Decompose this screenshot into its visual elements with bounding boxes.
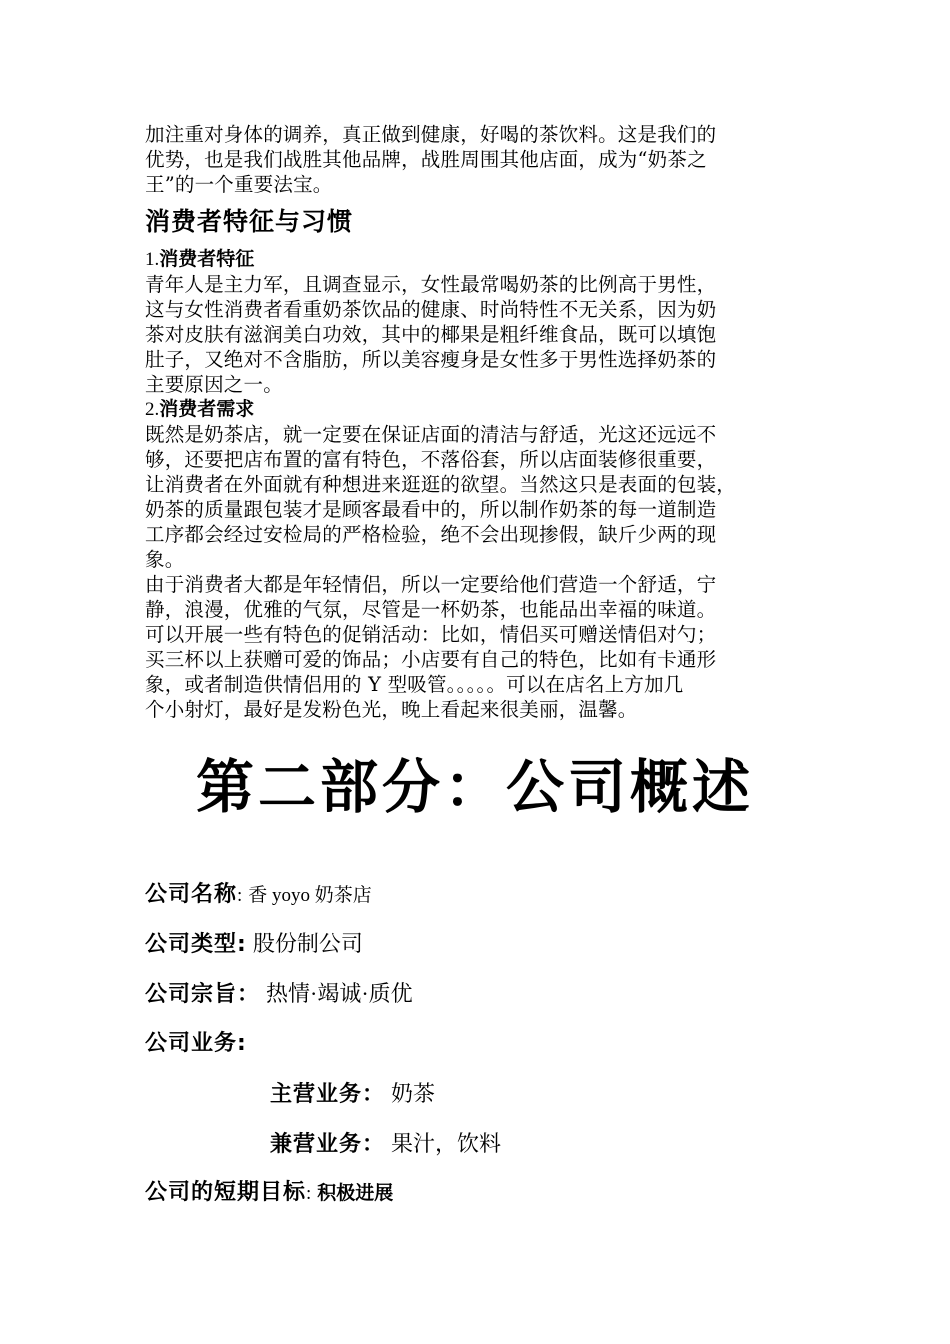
- paragraph-line: 既然是奶茶店，就一定要在保证店面的清洁与舒适，光这还远远不: [145, 423, 717, 446]
- paragraph-line: 买三杯以上获赠可爱的饰品；小店要有自己的特色，比如有卡通形: [145, 648, 717, 671]
- field-value: 积极进展: [317, 1182, 394, 1204]
- field-label: 公司的短期目标: [145, 1180, 307, 1205]
- paragraph-line: 象。: [145, 548, 185, 571]
- field-value: 股份制公司: [252, 931, 363, 956]
- field-label: 公司宗旨：: [145, 982, 261, 1007]
- intro-line: 加注重对身体的调养，真正做到健康，好喝的茶饮料。这是我们的: [145, 123, 717, 146]
- company-type-field: [145, 929, 363, 960]
- field-separator: :: [306, 1183, 312, 1204]
- field-value: 香 yoyo 奶茶店: [248, 885, 372, 906]
- company-business-field: [145, 1029, 247, 1059]
- paragraph-line: 够，还要把店布置的富有特色，不落俗套，所以店面装修很重要，: [145, 448, 717, 471]
- numbered-heading-1: [145, 247, 254, 272]
- field-value: 果汁，饮料: [391, 1131, 502, 1156]
- item-number: 1.: [145, 249, 160, 270]
- paragraph-line: 静，浪漫，优雅的气氛，尽管是一杯奶茶，也能品出幸福的味道。: [145, 598, 717, 621]
- field-label: 公司名称: [145, 882, 238, 907]
- item-number: 2.: [145, 399, 160, 420]
- paragraph-line: 青年人是主力军，且调查显示，女性最常喝奶茶的比例高于男性，: [145, 273, 717, 296]
- paragraph-line: 让消费者在外面就有种想进来逛逛的欲望。当然这只是表面的包装，: [145, 473, 737, 496]
- item-title: 消费者需求: [159, 398, 255, 420]
- paragraph-line: 奶茶的质量跟包装才是顾客最看中的，所以制作奶茶的每一道制造: [145, 498, 717, 521]
- intro-line: 王”的一个重要法宝。: [145, 173, 333, 196]
- paragraph-line: 这与女性消费者看重奶茶饮品的健康、时尚特性不无关系，因为奶: [145, 298, 717, 321]
- intro-line: 优势，也是我们战胜其他品牌，战胜周围其他店面，成为“奶茶之: [145, 148, 707, 171]
- field-label: 公司类型:: [145, 932, 247, 957]
- paragraph-line: 个小射灯，最好是发粉色光，晚上看起来很美丽，温馨。: [145, 698, 638, 721]
- paragraph-line: 可以开展一些有特色的促销活动：比如，情侣买可赠送情侣对勺；: [145, 623, 717, 646]
- main-business-field: [270, 1079, 435, 1110]
- side-business-field: [270, 1129, 501, 1160]
- part-title: 第二部分：公司概述: [195, 753, 754, 821]
- paragraph-line: 象，或者制造供情侣用的 Y 型吸管。。。。。可以在店名上方加几: [145, 673, 684, 696]
- numbered-heading-2: [145, 397, 254, 422]
- field-label: 主营业务：: [270, 1082, 386, 1107]
- paragraph-line: 工序都会经过安检局的严格检验，绝不会出现掺假，缺斤少两的现: [145, 523, 717, 546]
- field-value: 热情·竭诚·质优: [266, 981, 413, 1006]
- field-value: 奶茶: [391, 1081, 436, 1106]
- field-label: 兼营业务：: [270, 1132, 386, 1157]
- section-heading: 消费者特征与习惯: [145, 207, 354, 236]
- field-separator: :: [237, 885, 243, 906]
- field-label: 公司业务:: [145, 1031, 247, 1056]
- short-term-goal-field: [145, 1178, 393, 1209]
- company-name-field: [145, 880, 372, 911]
- company-purpose-field: [145, 979, 413, 1010]
- paragraph-line: 茶对皮肤有滋润美白功效，其中的椰果是粗纤维食品，既可以填饱: [145, 323, 717, 346]
- paragraph-line: 主要原因之一。: [145, 373, 283, 396]
- item-title: 消费者特征: [159, 248, 255, 270]
- paragraph-line: 由于消费者大都是年轻情侣，所以一定要给他们营造一个舒适，宁: [145, 573, 717, 596]
- paragraph-line: 肚子，又绝对不含脂肪，所以美容瘦身是女性多于男性选择奶茶的: [145, 348, 717, 371]
